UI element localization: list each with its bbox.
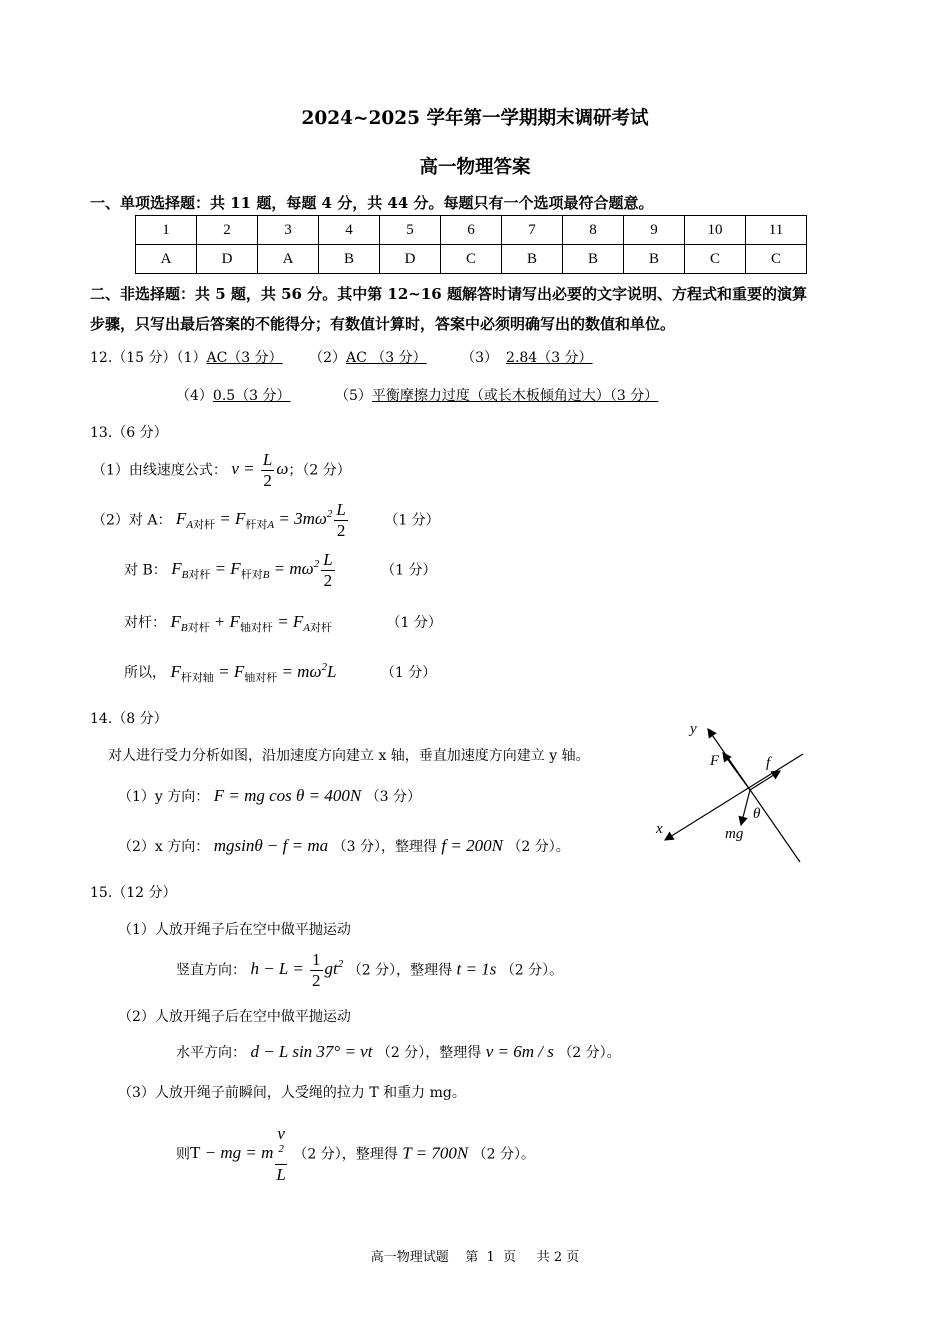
q13-line4-prefix: 对杆： <box>124 615 166 631</box>
answer-table-number-cell: 4 <box>319 216 380 245</box>
q12-part1-label: （1） <box>176 350 207 366</box>
q13-eq2: $F_{A对杆} = F_{杆对A} = 3m\omega^2$ $\frac{L}{2}$ <box>175 500 346 540</box>
q12-part3-label: （3） <box>461 350 499 366</box>
F-vector <box>723 753 750 790</box>
q13-line5 <box>124 662 436 682</box>
theta-label: θ <box>753 806 761 822</box>
q13-line3 <box>124 550 436 591</box>
answer-table-number-row <box>136 216 807 245</box>
section2-heading-line1: 二、非选择题：共 5 题，共 56 分。其中第 12~16 题解答时请写出必要的文字说明、方程式和重要的演算 <box>90 285 807 303</box>
q12-answer1: AC（3 分） <box>206 350 283 366</box>
q15-part2-prefix: 水平方向： <box>176 1045 246 1061</box>
q15-part2-eq-line <box>176 1042 621 1062</box>
q14-line1-score: （3 分） <box>365 789 422 805</box>
answer-table-number-cell: 3 <box>258 216 319 245</box>
answer-table-answer-cell: B <box>563 245 624 274</box>
answer-table-number-cell: 1 <box>136 216 197 245</box>
q12-part5-label: （5） <box>335 388 372 404</box>
q13-label: 13.（6 分） <box>90 425 168 441</box>
q13-line5-score: （1 分） <box>380 665 437 681</box>
answer-table-number-cell: 6 <box>441 216 502 245</box>
q15-label: 15.（12 分） <box>90 885 177 901</box>
q13-line1-suffix: ；（2 分） <box>288 462 351 479</box>
answer-table-number-cell: 2 <box>197 216 258 245</box>
q14-intro: 对人进行受力分析如图，沿加速度方向建立 x 轴，垂直加速度方向建立 y 轴。 <box>108 748 590 764</box>
q13-eq1: v = $\frac{L}{2}$ ω <box>231 450 289 490</box>
q15-part1-prefix: 竖直方向： <box>176 962 246 979</box>
answer-table-number-cell: 7 <box>502 216 563 245</box>
q14-label: 14.（8 分） <box>90 711 168 727</box>
q15-eq3b: T = 700N <box>402 1143 469 1163</box>
q14-line1-prefix: （1）y 方向： <box>118 789 210 805</box>
q14-line2 <box>118 836 570 856</box>
q15-part3-mid: （2 分），整理得 <box>293 1146 398 1163</box>
q12-part4-label: （4） <box>176 388 213 404</box>
answer-table-number-cell: 10 <box>685 216 746 245</box>
q13-line2 <box>92 500 440 541</box>
q13-line1 <box>92 450 351 491</box>
q13-line1-prefix: （1）由线速度公式： <box>92 462 227 479</box>
y-label: y <box>690 721 697 737</box>
q13-line4-score: （1 分） <box>386 615 442 631</box>
q15-part1-mid: （2 分），整理得 <box>347 962 453 979</box>
q15-part2-score: （2 分）。 <box>558 1045 621 1061</box>
q15-eq2b: v = 6m / s <box>485 1042 554 1061</box>
q15-part2: （2）人放开绳子后在空中做平抛运动 <box>118 1009 351 1025</box>
q14-eq2: mgsinθ − f = ma <box>213 836 329 855</box>
q15-part1: （1）人放开绳子后在空中做平抛运动 <box>118 922 351 938</box>
answer-table-answer-cell: A <box>258 245 319 274</box>
answer-table <box>135 215 807 274</box>
page-subtitle: 高一物理答案 <box>419 157 531 178</box>
q13-line2-prefix: （2）对 A： <box>92 512 172 529</box>
q15-eq3: T − mg = m v 2 L <box>190 1124 286 1184</box>
q12-line2 <box>176 385 658 405</box>
answer-table-answer-cell: B <box>319 245 380 274</box>
section2-heading-line2: 步骤，只写出最后答案的不能得分；有数值计算时，答案中必须明确写出的数值和单位。 <box>90 315 676 333</box>
q14-line2-prefix: （2）x 方向： <box>118 839 210 855</box>
F-label: F <box>710 753 720 769</box>
force-diagram <box>640 715 840 875</box>
q13-line5-prefix: 所以， <box>124 665 166 681</box>
answer-table-answer-row <box>136 245 807 274</box>
q15-part3-eq-line <box>176 1124 535 1185</box>
q15-part1-score: （2 分）。 <box>500 962 564 979</box>
q12-answer4: 0.5（3 分） <box>212 388 291 404</box>
answer-table-answer-cell: A <box>136 245 197 274</box>
q14-line1 <box>118 786 421 806</box>
f-label: f <box>766 755 771 771</box>
q14-eq1: F = mg cos θ = 400N <box>213 786 362 805</box>
mg-label: mg <box>725 826 744 842</box>
q15-part3-score: （2 分）。 <box>472 1146 535 1163</box>
y-axis-line <box>708 729 800 862</box>
q12-answer2: AC （3 分） <box>346 350 427 366</box>
q12-answer5: 平衡摩擦力过度（或长木板倾角过大）（3 分） <box>371 388 659 404</box>
answer-table-answer-cell: C <box>746 245 807 274</box>
mg-vector <box>741 790 750 825</box>
q14-eq3: f = 200N <box>441 836 503 855</box>
q15-eq2: d − L sin 37° = vt <box>250 1042 373 1061</box>
x-label: x <box>656 821 663 837</box>
q14-line2-score: （2 分）。 <box>507 839 570 855</box>
q15-part3-prefix: 则 <box>176 1146 190 1163</box>
page-title: 2024~2025 学年第一学期期末调研考试 <box>301 108 649 129</box>
answer-table-answer-cell: B <box>502 245 563 274</box>
q12-label: 12.（15 分） <box>90 350 177 366</box>
answer-table-answer-cell: D <box>380 245 441 274</box>
q14-line2-mid: （3 分），整理得 <box>332 839 437 855</box>
q13-eq3: $F_{B对杆} = F_{杆对B} = m\omega^2$ $\frac{L}{2}$ <box>171 550 333 590</box>
answer-table-answer-cell: C <box>685 245 746 274</box>
q13-eq5: $F_{杆对轴} = F_{轴对杆} = m\omega^2L$ <box>170 661 337 684</box>
answer-table-number-cell: 5 <box>380 216 441 245</box>
q12-line1 <box>90 347 593 367</box>
answer-table-answer-cell: C <box>441 245 502 274</box>
q12-answer3: 2.84（3 分） <box>506 350 593 366</box>
answer-table-answer-cell: D <box>197 245 258 274</box>
q13-line3-prefix: 对 B： <box>124 562 167 579</box>
q15-part2-mid: （2 分），整理得 <box>376 1045 482 1061</box>
q15-part3: （3）人放开绳子前瞬间，人受绳的拉力 T 和重力 mg。 <box>118 1085 466 1101</box>
q13-line3-score: （1 分） <box>381 562 437 579</box>
q15-part1-eq-line <box>176 950 563 991</box>
f-vector <box>750 771 780 790</box>
q15-eq1: h − L = $\frac{1}{2}$ $gt^2$ <box>250 950 344 990</box>
answer-table-number-cell: 9 <box>624 216 685 245</box>
q12-part2-label: （2） <box>309 350 347 366</box>
answer-table-number-cell: 8 <box>563 216 624 245</box>
q13-line2-score: （1 分） <box>384 512 440 529</box>
q13-eq4: $F_{B对杆} + F_{轴对杆} = F_{A对杆}$ <box>170 612 333 634</box>
page-footer: 高一物理试题 第 1 页 共 2 页 <box>370 1250 580 1265</box>
answer-table-answer-cell: B <box>624 245 685 274</box>
section1-heading: 一、单项选择题：共 11 题，每题 4 分，共 44 分。每题只有一个选项最符合题意。 <box>90 194 654 212</box>
q13-line4 <box>124 612 442 632</box>
answer-table-number-cell: 11 <box>746 216 807 245</box>
q15-eq1b: t = 1s <box>456 959 497 979</box>
